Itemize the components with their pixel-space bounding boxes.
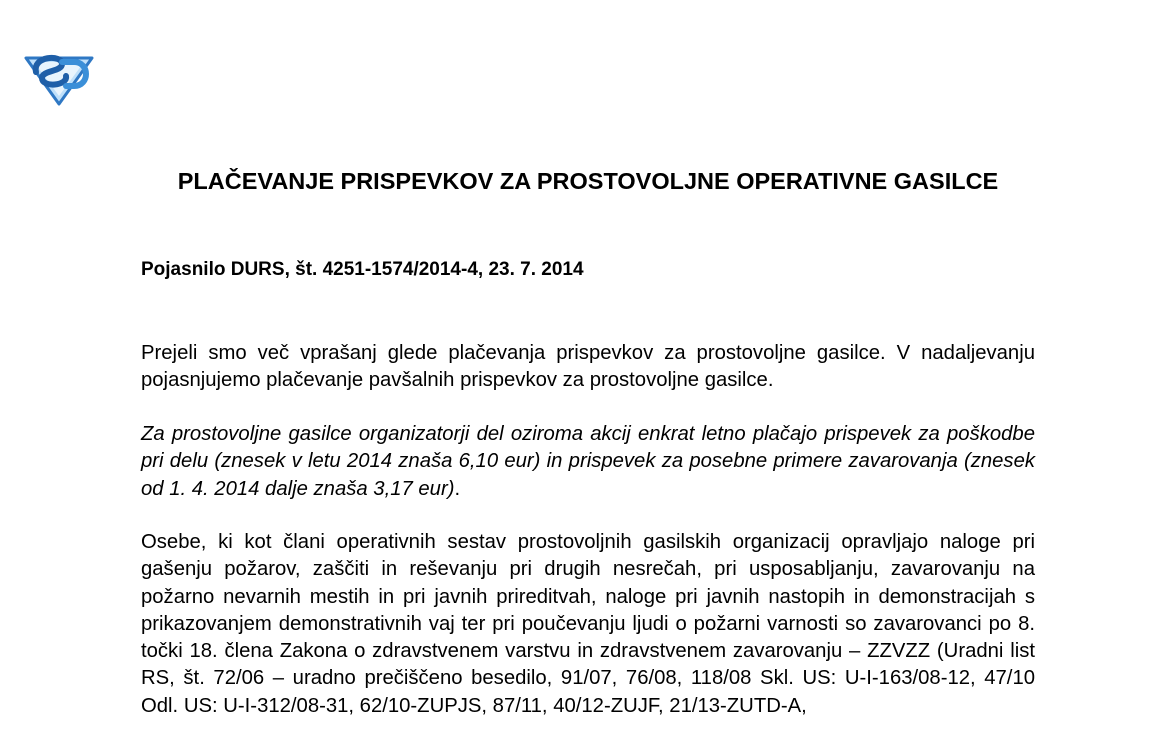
page-title: PLAČEVANJE PRISPEVKOV ZA PROSTOVOLJNE OPERATIVNE GASILCE: [177, 168, 999, 194]
document-subtitle: Pojasnilo DURS, št. 4251-1574/2014-4, 23. 7. 2014: [141, 259, 584, 280]
paragraph-contributions-end: .: [454, 477, 461, 500]
paragraph-intro: Prejeli smo več vprašanj glede plačevanja prispevkov za prostovoljne gasilce. V nadaljevanju pojasnjujemo plačevanje pavšalnih prispevkov za prostovoljne gasilce.: [141, 342, 1035, 392]
shield-logo-icon: [22, 50, 96, 106]
paragraph-insured-persons: Osebe, ki kot člani operativnih sestav prostovoljnih gasilskih organizacij opravljajo naloge pri gašenju požarov, zaščiti in reševanju pri drugih nesrečah, pri usposabljanju, zavarovanju na požarno nevarnih mestih in pri javnih prireditvah, naloge pri javnih nastopih in demonstracijah s prikazovanjem demonstrativnih vaj ter pri poučevanju ljudi o požarni varnosti so zavarovanci po 8. točki 18. člena Zakona o zdravstvenem varstvu in zdravstvenem zavarovanju – ZZVZZ (Uradni list RS, št. 72/06 – uradno prečiščeno besedilo, 91/07, 76/08, 118/08 Skl. US: U-I-163/08-12, 47/10 Odl. US: U-I-312/08-31, 62/10-ZUPJS, 87/11, 40/12-ZUJF, 21/13-ZUTD-A,: [141, 531, 1035, 717]
sd-logo: [22, 50, 96, 106]
paragraph-contributions: [141, 421, 1035, 503]
paragraph-contributions-italic: Za prostovoljne gasilce organizatorji del oziroma akcij enkrat letno plačajo prispevek za poškodbe pri delu (znesek v letu 2014 znaša 6,10 eur) in prispevek za posebne primere zavarovanja (znesek od 1. 4. 2014 dalje znaša 3,17 eur): [141, 423, 1035, 500]
